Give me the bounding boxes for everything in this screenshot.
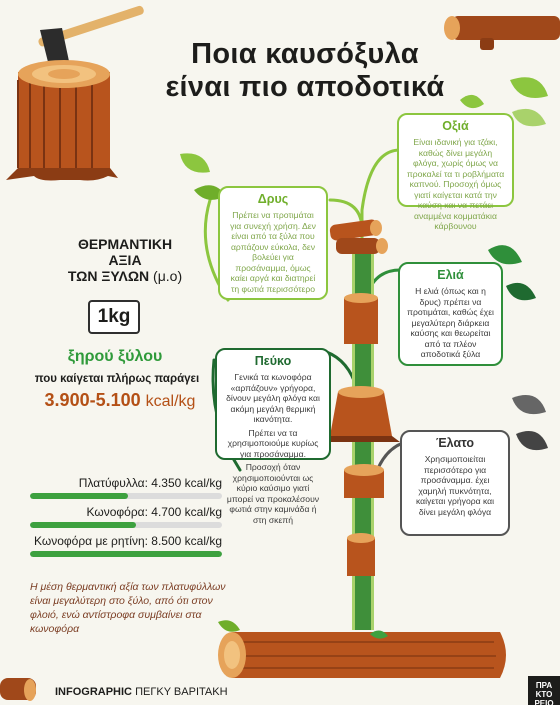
- bar-2-track: [30, 522, 222, 528]
- thermal-heading-line-3-text: ΤΩΝ ΞΥΛΩΝ: [67, 268, 150, 284]
- card-peuko-text-1: Γενικά τα κωνοφόρα «αρπάζουν» γρήγορα, δίνουν μεγάλη φλόγα και ακόμη μεγάλη θερμική ικανότητα.: [226, 372, 320, 424]
- thermal-heading-line-3: [35, 268, 215, 284]
- log-bottom-left-icon: [0, 678, 36, 701]
- thermal-value-heading: [35, 236, 215, 284]
- logo-line-3: ΡΕΙΟ: [534, 699, 554, 705]
- card-peuko-text-3: Προσοχή όταν χρησιμοποιούνται ως κύριο καύσιμο γιατί μπορεί να προκαλέσουν φωτιά στην καμινάδα ή στη σκεπή: [226, 462, 320, 525]
- credit-author: ΠΕΓΚΥ ΒΑΡΙΤΑΚΗ: [135, 686, 228, 698]
- weight-box: 1kg: [88, 300, 140, 334]
- card-elato: [400, 430, 510, 536]
- logo-line-1: ΠΡΑ: [535, 681, 553, 690]
- bar-1: [30, 476, 222, 499]
- kcal-range-value: 3.900-5.100: [44, 390, 141, 410]
- title-line-2: είναι πιο αποδοτικά: [165, 71, 445, 103]
- bar-1-label: Πλατύφυλλα: 4.350 kcal/kg: [78, 476, 222, 490]
- thermal-heading-line-1: ΘΕΡΜΑΝΤΙΚΗ: [77, 236, 173, 252]
- chopping-stump-icon: [6, 60, 118, 181]
- thermal-heading-line-2: ΑΞΙΑ: [108, 252, 142, 268]
- kcal-range-unit: kcal/kg: [145, 393, 196, 410]
- card-peuko-title: Πεύκο: [254, 354, 292, 368]
- kcal-range: [25, 390, 215, 411]
- axe-icon: [37, 5, 144, 70]
- card-oxia: [397, 113, 514, 231]
- card-peuko: [215, 348, 331, 525]
- thermal-heading-sub: (μ.ο): [153, 268, 183, 284]
- bar-1-track: [30, 493, 222, 499]
- dry-wood-label: ξηρού ξύλου: [67, 348, 163, 365]
- publisher-logo: [528, 676, 560, 705]
- logo-line-2: ΚΤΟ: [535, 690, 553, 699]
- bar-1-fill: [30, 493, 128, 499]
- card-drys-text: Πρέπει να προτιμάται για συνεχή χρήση. Δεν είναι από τα ξύλα που αρπάζουν εύκολα, δεν βολεύει για προσάναμμα, όμως καίει αργά και διατηρεί τη φωτιά περισσότερο: [230, 210, 316, 294]
- card-elato-text: Χρησιμοποιείται περισσότερο για προσάναμμα. έχει χαμηλή πυκνότητα, καίγεται γρήγορα και δίνει μεγάλη φλόγα: [415, 454, 495, 517]
- card-elia-text: Η ελιά (όπως και η δρυς) πρέπει να προτιμάται, καθώς έχει μεγαλύτερη διάρκεια καύσης και θεωρείται από τα πλέον αποδοτικά ξύλα: [407, 286, 494, 359]
- card-elia-title: Ελιά: [437, 268, 464, 282]
- bar-2: [30, 505, 222, 528]
- bar-3-track: [30, 551, 222, 557]
- title-line-1: Ποια καυσόξυλα: [191, 38, 419, 70]
- card-elia: [398, 262, 503, 366]
- bar-3: [30, 534, 222, 557]
- page-title: [140, 38, 470, 104]
- card-drys: [218, 186, 328, 300]
- credit: [55, 686, 228, 698]
- credit-label: INFOGRAPHIC: [55, 686, 132, 698]
- card-elato-title: Έλατο: [435, 436, 474, 450]
- bar-3-label: Κωνοφόρα με ρητίνη: 8.500 kcal/kg: [33, 534, 222, 548]
- footnote: Η μέση θερμαντική αξία των πλατυφύλλων είναι μεγαλύτερη στο ξύλο, από ότι στον φλοιό, ενώ αντίστροφα συμβαίνει στα κωνοφόρα: [30, 581, 226, 635]
- card-peuko-text-2: Πρέπει να τα χρησιμοποιούμε κυρίως για προσάναμμα.: [227, 427, 319, 459]
- bar-2-fill: [30, 522, 136, 528]
- card-drys-title: Δρυς: [257, 192, 289, 206]
- bar-2-label: Κωνοφόρα: 4.700 kcal/kg: [86, 505, 222, 519]
- card-oxia-text: Είναι ιδανική για τζάκι, καθώς δίνει μεγάλη φλόγα, χωρίς όμως να προκαλεί τα τι ροβλήματα καπνού. Προσοχή όμως γιατί καίγεται κατά την καύση και να πετάει αναμμένα κομματάκια κάρβουνου: [406, 137, 505, 231]
- burns-text: που καίγεται πλήρως παράγει: [34, 373, 200, 385]
- bar-3-fill: [30, 551, 222, 557]
- card-oxia-title: Οξιά: [442, 119, 469, 133]
